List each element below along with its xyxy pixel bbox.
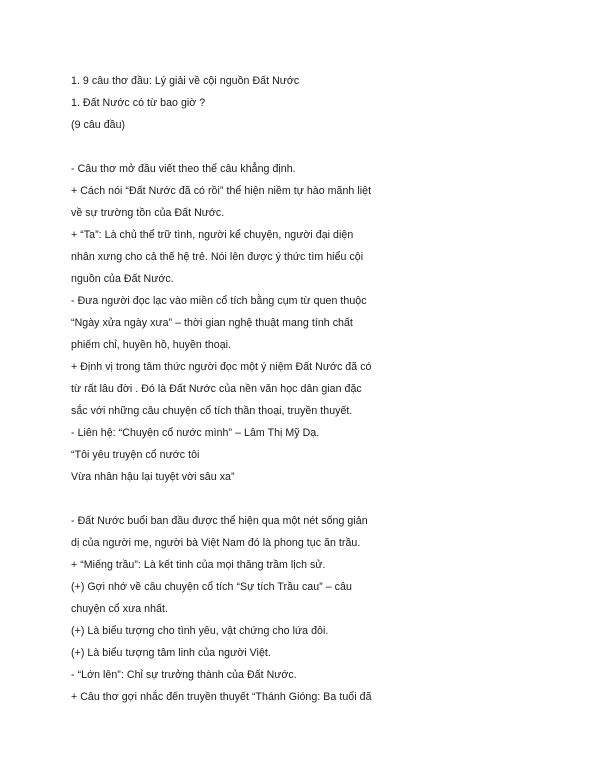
text-line: + Cách nói “Đất Nước đã có rồi” thể hiện niềm tự hào mãnh liệt bbox=[71, 185, 372, 197]
text-line: sắc với những câu chuyện cổ tích thần thoại, truyền thuyết. bbox=[71, 405, 353, 417]
text-line: (+) Là biểu tượng tâm linh của người Việt. bbox=[71, 647, 271, 659]
text-line: 1. 9 câu thơ đầu: Lý giải về cội nguồn Đất Nước bbox=[71, 75, 300, 87]
text-line: về sự trường tồn của Đất Nước. bbox=[71, 207, 225, 219]
text-line: - Liên hệ: “Chuyện cổ nước mình” – Lâm Thị Mỹ Dạ. bbox=[71, 427, 320, 439]
text-line: + Câu thơ gợi nhắc đến truyền thuyết “Thánh Gióng: Ba tuổi đã bbox=[71, 691, 372, 703]
text-line: - Đưa người đọc lạc vào miền cổ tích bằng cụm từ quen thuộc bbox=[71, 295, 367, 307]
document-body bbox=[71, 70, 541, 708]
text-line: chuyện cổ xưa nhất. bbox=[71, 603, 168, 615]
blank-line bbox=[71, 488, 541, 510]
text-line: “Tôi yêu truyện cổ nước tôi bbox=[71, 449, 200, 461]
text-line: - “Lớn lên”: Chỉ sự trưởng thành của Đất Nước. bbox=[71, 669, 297, 681]
text-line: + Định vị trong tâm thức người đọc một ý niệm Đất Nước đã có bbox=[71, 361, 372, 373]
text-line: + “Miếng trầu”: Là kết tinh của mọi thăng trầm lịch sử. bbox=[71, 559, 326, 571]
blank-line bbox=[71, 136, 541, 158]
text-line: (+) Là biểu tượng cho tình yêu, vật chứng cho lứa đôi. bbox=[71, 625, 329, 637]
text-line: nguồn của Đất Nước. bbox=[71, 273, 174, 285]
text-line: + “Ta”: Là chủ thể trữ tình, người kể chuyện, người đại diện bbox=[71, 229, 354, 241]
text-line: nhân xưng cho cả thế hệ trẻ. Nói lên được ý thức tìm hiểu cội bbox=[71, 251, 364, 263]
text-line: - Câu thơ mở đầu viết theo thể câu khẳng định. bbox=[71, 163, 296, 175]
text-line: Vừa nhân hậu lại tuyệt vời sâu xa” bbox=[71, 471, 235, 483]
text-line: phiếm chỉ, huyền hồ, huyền thoại. bbox=[71, 339, 232, 351]
text-line: (+) Gợi nhớ về câu chuyện cổ tích “Sự tích Trầu cau” – câu bbox=[71, 581, 352, 593]
text-line: 1. Đất Nước có từ bao giờ ? bbox=[71, 97, 206, 109]
text-line: dị của người mẹ, người bà Việt Nam đó là phong tục ăn trầu. bbox=[71, 537, 361, 549]
text-line: - Đất Nước buổi ban đầu được thể hiện qua một nét sống giản bbox=[71, 515, 368, 527]
text-line: “Ngày xửa ngày xưa” – thời gian nghệ thuật mang tính chất bbox=[71, 317, 353, 329]
text-line: từ rất lâu đời . Đó là Đất Nước của nền văn học dân gian đặc bbox=[71, 383, 362, 395]
text-line: (9 câu đầu) bbox=[71, 119, 126, 131]
